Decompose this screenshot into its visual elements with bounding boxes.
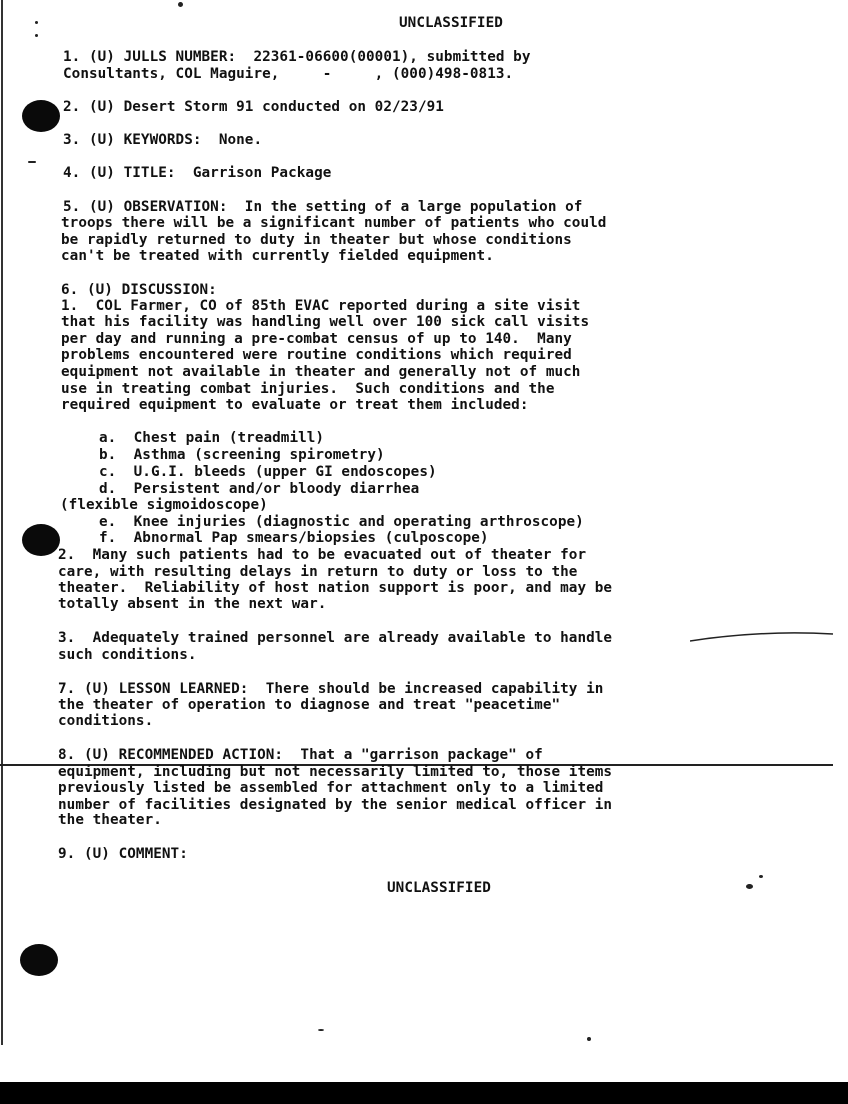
submitter-line: Consultants, COL Maguire, - , (000)498-0813. <box>63 66 514 82</box>
recommended-action-line: equipment, including but not necessarily limited to, those items <box>58 764 613 780</box>
title-line: 4. (U) TITLE: Garrison Package <box>63 165 332 181</box>
speck <box>746 884 753 889</box>
lesson-learned-line: 7. (U) LESSON LEARNED: There should be increased capability in <box>58 681 604 697</box>
discussion-line: 1. COL Farmer, CO of 85th EVAC reported during a site visit <box>61 298 581 314</box>
lesson-learned-line: the theater of operation to diagnose and treat "peacetime" <box>58 697 561 713</box>
discussion-line: such conditions. <box>58 647 197 663</box>
speck <box>28 161 36 163</box>
discussion-line: problems encountered were routine conditions which required <box>61 347 572 363</box>
scan-edge <box>1 0 3 1045</box>
discussion-line: 3. Adequately trained personnel are already available to handle <box>58 630 613 646</box>
discussion-line: 2. Many such patients had to be evacuated out of theater for <box>58 547 587 563</box>
recommended-action-line: previously listed be assembled for attachment only to a limited <box>58 780 604 796</box>
comment-line: 9. (U) COMMENT: <box>58 846 188 862</box>
discussion-line: required equipment to evaluate or treat them included: <box>61 397 529 413</box>
condition-list-item: e. Knee injuries (diagnostic and operating arthroscope) <box>99 514 584 530</box>
punch-hole-3 <box>20 944 58 976</box>
speck <box>178 2 183 7</box>
discussion-line: equipment not available in theater and generally not of much <box>61 364 581 380</box>
discussion-heading: 6. (U) DISCUSSION: <box>61 282 217 298</box>
discussion-line: that his facility was handling well over 100 sick call visits <box>61 314 590 330</box>
speck <box>318 1029 324 1031</box>
condition-list-item-continuation: (flexible sigmoidoscope) <box>60 497 268 513</box>
discussion-line: care, with resulting delays in return to duty or loss to the <box>58 564 578 580</box>
conducted-line: 2. (U) Desert Storm 91 conducted on 02/23/91 <box>63 99 444 115</box>
recommended-action-line: number of facilities designated by the senior medical officer in <box>58 797 613 813</box>
recommended-action-line: 8. (U) RECOMMENDED ACTION: That a "garrison package" of <box>58 747 543 763</box>
footer-classification: UNCLASSIFIED <box>387 880 491 896</box>
condition-list-item: b. Asthma (screening spirometry) <box>99 447 385 463</box>
scan-bottom-bar <box>0 1082 848 1104</box>
header-classification: UNCLASSIFIED <box>399 15 503 31</box>
speck <box>587 1037 591 1041</box>
observation-line: be rapidly returned to duty in theater but whose conditions <box>61 232 572 248</box>
condition-list-item: c. U.G.I. bleeds (upper GI endoscopes) <box>99 464 437 480</box>
observation-line: can't be treated with currently fielded equipment. <box>61 248 494 264</box>
condition-list-item: a. Chest pain (treadmill) <box>99 430 325 446</box>
punch-hole-1 <box>22 100 60 132</box>
lesson-learned-line: conditions. <box>58 713 154 729</box>
keywords-line: 3. (U) KEYWORDS: None. <box>63 132 263 148</box>
condition-list-item: d. Persistent and/or bloody diarrhea <box>99 481 420 497</box>
recommended-action-line: the theater. <box>58 812 162 828</box>
discussion-line: totally absent in the next war. <box>58 596 327 612</box>
speck <box>35 21 38 24</box>
speck <box>35 34 38 37</box>
condition-list-item: f. Abnormal Pap smears/biopsies (culposcope) <box>99 530 489 546</box>
observation-line: 5. (U) OBSERVATION: In the setting of a large population of <box>63 199 583 215</box>
punch-hole-2 <box>22 524 60 556</box>
speck <box>759 875 763 878</box>
discussion-line: per day and running a pre-combat census of up to 140. Many <box>61 331 572 347</box>
stray-mark-line <box>690 626 835 646</box>
discussion-line: use in treating combat injuries. Such conditions and the <box>61 381 555 397</box>
observation-line: troops there will be a significant number of patients who could <box>61 215 607 231</box>
julls-number-line: 1. (U) JULLS NUMBER: 22361-06600(00001), submitted by <box>63 49 531 65</box>
discussion-line: theater. Reliability of host nation support is poor, and may be <box>58 580 613 596</box>
